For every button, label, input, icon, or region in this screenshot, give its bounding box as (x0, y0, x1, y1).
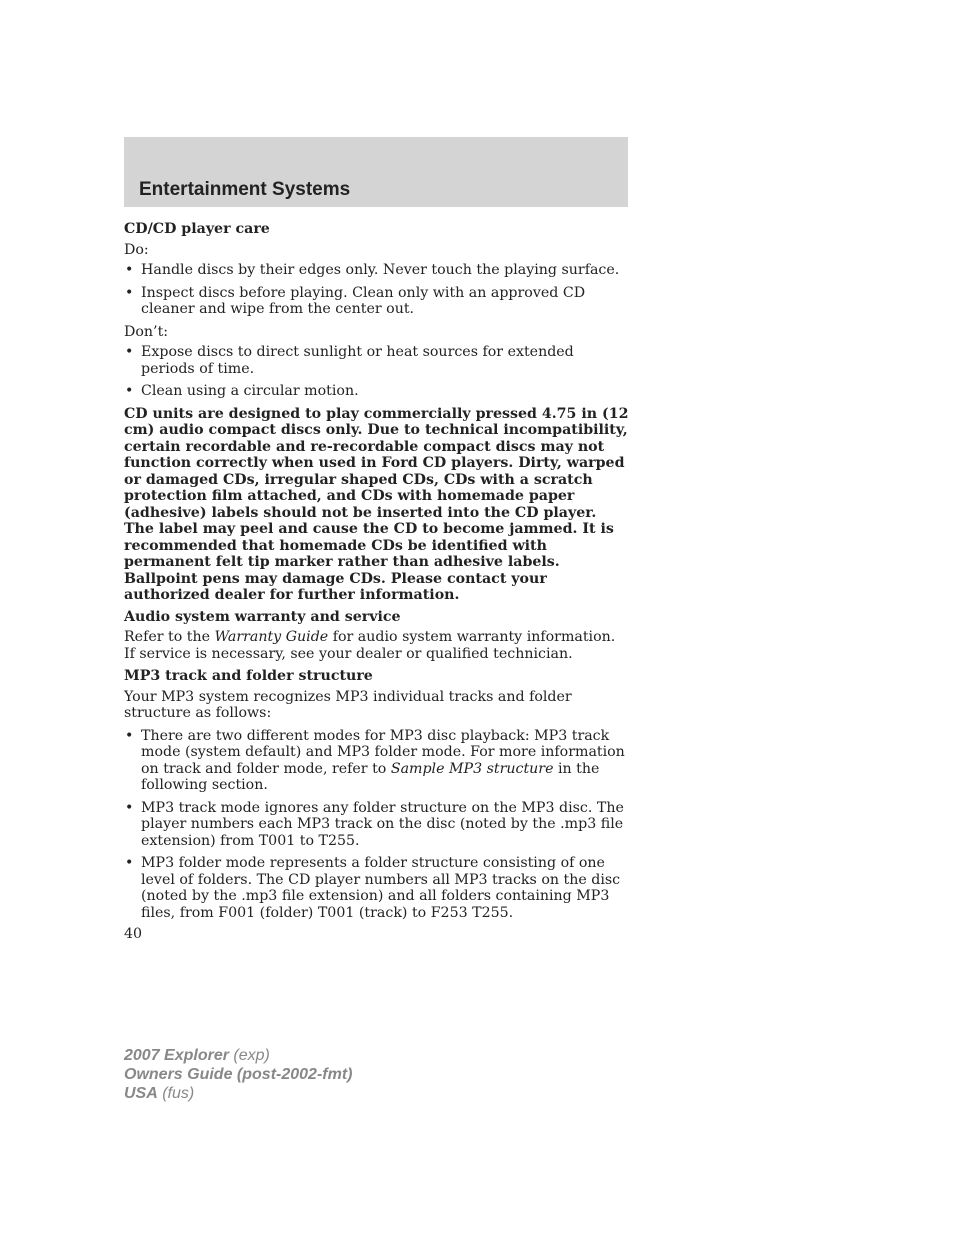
bullet-icon: • (125, 855, 134, 871)
page-content (124, 221, 629, 927)
document-footer (124, 1046, 352, 1103)
warranty-guide-title: Warranty Guide (214, 629, 329, 645)
cd-care-heading: CD/CD player care (124, 221, 270, 237)
section-title: Entertainment Systems (139, 179, 351, 200)
mp3-intro: Your MP3 system recognizes MP3 individual tracks and folder structure as follows: (124, 688, 572, 721)
mp3-list (124, 728, 629, 922)
footer-line-model: 2007 Explorer (exp) (124, 1047, 270, 1064)
bullet-icon: • (125, 344, 134, 360)
bullet-icon: • (125, 284, 134, 301)
list-item: • MP3 folder mode represents a folder structure consisting of one level of folders. The CD player numbers all MP3 tracks on the disc (noted by the .mp3 file extension) and all folders containing MP3 files, from F001 (folder) T001 (track) to F253 T255. (125, 855, 621, 921)
list-item: • Clean using a circular motion. (125, 383, 359, 399)
list-item: • Expose discs to direct sunlight or heat sources for extended periods of time. (125, 344, 574, 377)
bullet-icon: • (125, 262, 134, 278)
bullet-icon: • (125, 727, 134, 744)
cd-warning: CD units are designed to play commercially pressed 4.75 in (12 cm) audio compact discs only. Due to technical incompatibility, certain recordable and re-recordable compact discs may not function correctly when used in Ford CD players. Dirty, warped or damaged CDs, irregular shaped CDs, CDs with a scratch protection film attached, and CDs with homemade paper (adhesive) labels should not be inserted into the CD player. The label may peel and cause the CD to become jammed. It is recommended that homemade CDs be identified with permanent felt tip marker rather than adhesive labels. Ballpoint pens may damage CDs. Please contact your authorized dealer for further information. (124, 405, 629, 603)
dont-label: Don’t: (124, 323, 169, 340)
do-label: Do: (124, 241, 149, 258)
list-item: • MP3 track mode ignores any folder structure on the MP3 disc. The player numbers each MP3 track on the disc (noted by the .mp3 file extension) from T001 to T255. (125, 799, 624, 849)
dont-list (124, 344, 629, 400)
mp3-heading: MP3 track and folder structure (124, 668, 373, 684)
footer-line-guide: Owners Guide (post-2002-fmt) (124, 1066, 353, 1083)
warranty-text: Refer to the Warranty Guide for audio system warranty information. If service is necessary, see your dealer or qualified technician. (124, 629, 616, 662)
list-item: • Handle discs by their edges only. Never touch the playing surface. (125, 262, 620, 278)
bullet-icon: • (125, 383, 134, 399)
warranty-heading: Audio system warranty and service (124, 608, 401, 625)
bullet-icon: • (125, 799, 134, 816)
do-list (124, 262, 629, 318)
list-item: • There are two different modes for MP3 disc playback: MP3 track mode (system default) and MP3 folder mode. For more information on track and folder mode, refer to Sample MP3 structure in the following section. (125, 727, 625, 793)
sample-mp3-structure-ref: Sample MP3 structure (390, 760, 554, 777)
section-header (124, 137, 628, 207)
list-item: • Inspect discs before playing. Clean only with an approved CD cleaner and wipe from the center out. (125, 284, 586, 317)
page-number: 40 (124, 926, 143, 942)
footer-line-market: USA (fus) (124, 1085, 195, 1102)
